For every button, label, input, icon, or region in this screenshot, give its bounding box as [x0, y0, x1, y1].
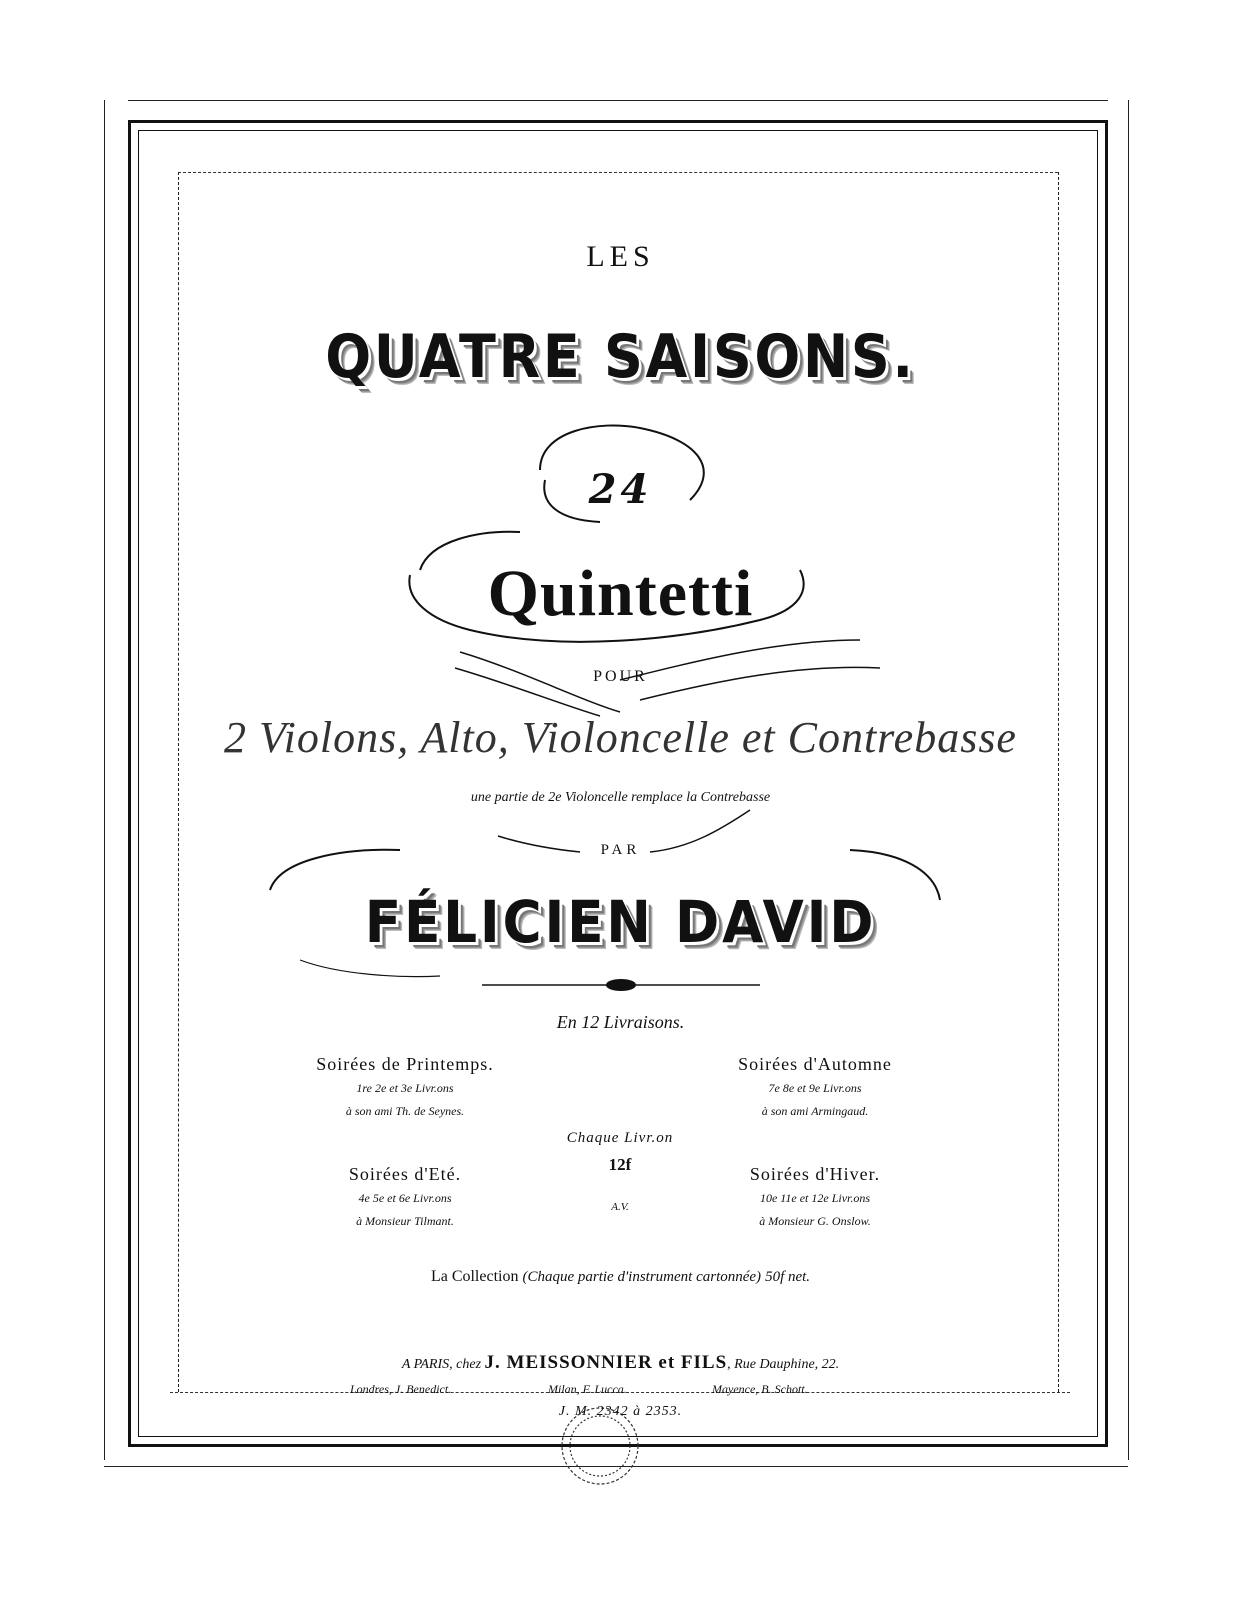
- instrumentation-note: une partie de 2e Violoncelle remplace la Contrebasse: [470, 790, 771, 805]
- imprint-publisher: J. MEISSONNIER et FILS: [484, 1352, 728, 1373]
- title-main: QUATRE SAISONS.: [325, 322, 916, 392]
- collection-price: 50f net.: [765, 1269, 811, 1285]
- work-number: 24: [588, 466, 653, 513]
- season-livraisons: 7e 8e et 9e Livr.ons: [768, 1081, 862, 1095]
- season-ete: [250, 1164, 560, 1229]
- composer-name: FÉLICIEN DAVID: [364, 888, 877, 956]
- price-value: 12f: [608, 1155, 632, 1174]
- instrumentation: 2 Violons, Alto, Violoncelle et Contrebasse: [224, 713, 1017, 762]
- season-printemps: [250, 1054, 560, 1119]
- plate-number: J. M. 2342 à 2353.: [558, 1404, 683, 1419]
- par-label: PAR: [600, 842, 641, 858]
- season-name: Soirées d'Hiver.: [749, 1164, 881, 1184]
- price-label: Chaque Livr.on: [566, 1130, 674, 1146]
- imprint-mainz: Mayence, B. Schott.: [712, 1382, 808, 1396]
- season-dedication: à Monsieur G. Onslow.: [759, 1214, 871, 1228]
- season-name: Soirées de Printemps.: [316, 1054, 494, 1074]
- season-automne: [660, 1054, 970, 1119]
- imprint-city: A PARIS, chez: [401, 1357, 482, 1372]
- price-block: [520, 1130, 720, 1213]
- pour-label: POUR: [593, 668, 648, 685]
- season-dedication: à Monsieur Tilmant.: [356, 1214, 454, 1228]
- price-mark: A.V.: [611, 1201, 629, 1213]
- title-les: LES: [586, 240, 655, 273]
- season-livraisons: 1re 2e et 3e Livr.ons: [356, 1081, 454, 1095]
- collection-line: [0, 1268, 1241, 1286]
- season-dedication: à son ami Th. de Seynes.: [345, 1104, 465, 1118]
- collection-detail: (Chaque partie d'instrument cartonnée): [522, 1269, 762, 1285]
- season-name: Soirées d'Automne: [738, 1054, 892, 1074]
- season-livraisons: 4e 5e et 6e Livr.ons: [358, 1191, 452, 1205]
- collection-label: La Collection: [430, 1268, 519, 1285]
- imprint-address: , Rue Dauphine, 22.: [727, 1357, 840, 1372]
- work-type: Quintetti: [487, 557, 754, 630]
- season-name: Soirées d'Eté.: [348, 1164, 462, 1184]
- imprint-london: Londres, J. Benedict.: [350, 1382, 452, 1396]
- livraisons-count: En 12 Livraisons.: [556, 1012, 685, 1032]
- imprint-paris: [0, 1352, 1241, 1374]
- season-dedication: à son ami Armingaud.: [761, 1104, 869, 1118]
- season-livraisons: 10e 11e et 12e Livr.ons: [759, 1191, 871, 1205]
- imprint-milan: Milan, F. Lucca.: [548, 1382, 627, 1396]
